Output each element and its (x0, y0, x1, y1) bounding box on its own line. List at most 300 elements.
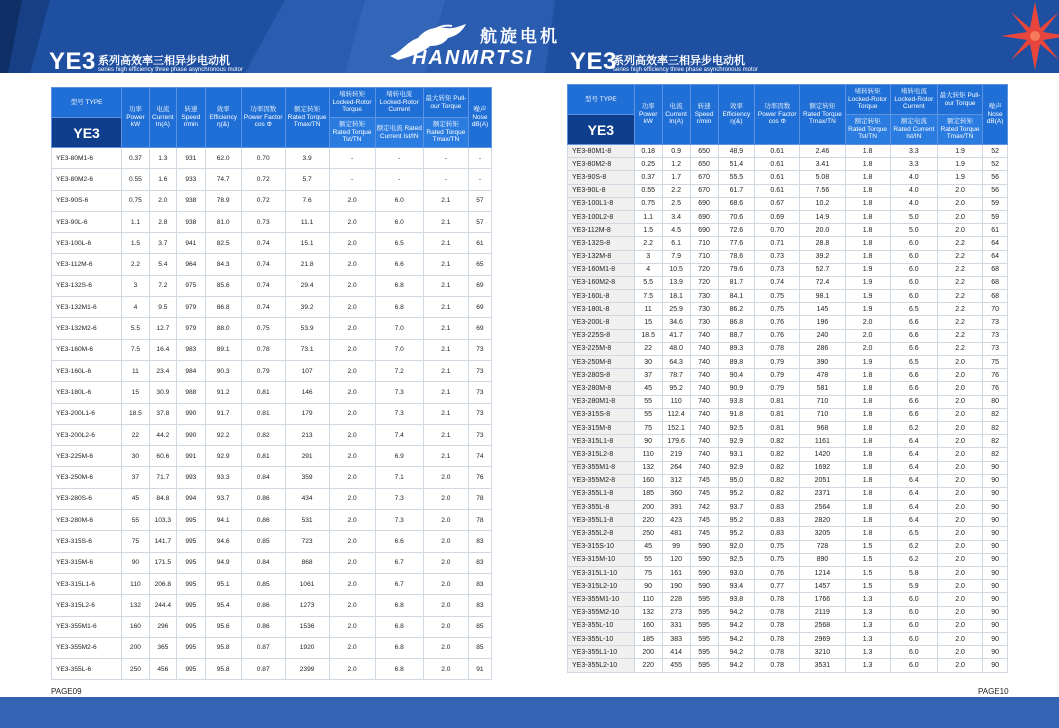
cell-noise: 73 (468, 424, 491, 445)
cell-speed: 745 (690, 514, 718, 527)
cell-rated-torque: 145 (800, 303, 845, 316)
cell-lr-current: 6.5 (890, 527, 937, 540)
table-row (568, 210, 1008, 223)
cell-max-torque: 2.0 (423, 573, 468, 594)
cell-rated-torque: 240 (800, 329, 845, 342)
cell-power-factor: 0.82 (241, 424, 285, 445)
cell-lr-torque: 2.0 (329, 637, 375, 658)
col-efficiency: 效率 Efficiency η(&) (718, 85, 755, 145)
cell-efficiency: 93.7 (718, 501, 755, 514)
cell-lr-current: 6.5 (890, 303, 937, 316)
cell-current: 273 (662, 606, 690, 619)
cell-lr-current: 6.9 (375, 446, 423, 467)
cell-lr-torque: 1.5 (845, 553, 890, 566)
cell-power-factor: 0.83 (755, 527, 800, 540)
cell-lr-current: 6.6 (890, 316, 937, 329)
cell-current: 423 (662, 514, 690, 527)
cell-noise: 90 (983, 527, 1008, 540)
cell-max-torque: 2.0 (423, 531, 468, 552)
cell-lr-current: 6.4 (890, 487, 937, 500)
cell-rated-torque: 3.9 (285, 148, 329, 169)
cell-speed: 590 (690, 580, 718, 593)
cell-speed: 995 (177, 659, 206, 680)
cell-type: YE3-132M2-6 (52, 318, 122, 339)
cell-type: YE3-80M2-8 (568, 158, 635, 171)
cell-power-factor: 0.81 (755, 408, 800, 421)
cell-max-torque: 2.2 (938, 250, 983, 263)
cell-speed: 742 (690, 501, 718, 514)
cell-power-factor: 0.85 (241, 531, 285, 552)
cell-power-factor: 0.75 (755, 303, 800, 316)
cell-max-torque: 2.1 (423, 211, 468, 232)
cell-max-torque: 2.0 (938, 659, 983, 672)
cell-lr-torque: 2.0 (329, 233, 375, 254)
cell-noise: 73 (983, 342, 1008, 355)
cell-lr-torque: 1.8 (845, 382, 890, 395)
cell-noise: 90 (983, 567, 1008, 580)
cell-rated-torque: 1273 (285, 595, 329, 616)
cell-type: YE3-355M2-6 (52, 637, 122, 658)
cell-power-factor: 0.79 (755, 382, 800, 395)
cell-power: 11 (122, 360, 149, 381)
cell-max-torque: 2.0 (938, 461, 983, 474)
cell-lr-torque: 1.8 (845, 501, 890, 514)
table-row (52, 424, 492, 445)
cell-noise: 69 (468, 318, 491, 339)
cell-current: 365 (149, 637, 176, 658)
cell-power-factor: 0.78 (755, 659, 800, 672)
cell-lr-torque: 1.8 (845, 461, 890, 474)
cell-max-torque: 2.0 (938, 553, 983, 566)
col-locked-rotor-torque: 堵转转矩 Locked-Rotor Torque (845, 85, 890, 115)
cell-efficiency: 55.5 (718, 171, 755, 184)
cell-lr-current: 6.6 (890, 382, 937, 395)
cell-type: YE3-132S-8 (568, 237, 635, 250)
cell-power-factor: 0.76 (755, 316, 800, 329)
table-row (568, 474, 1008, 487)
cell-noise: 57 (468, 190, 491, 211)
cell-current: 3.7 (149, 233, 176, 254)
cell-lr-current: 6.0 (890, 619, 937, 632)
cell-lr-current: 6.0 (890, 250, 937, 263)
page-number-right: PAGE10 (978, 687, 1009, 696)
cell-current: 7.2 (149, 275, 176, 296)
cell-noise: 70 (983, 303, 1008, 316)
cell-power-factor: 0.76 (755, 567, 800, 580)
cell-power: 15 (634, 316, 662, 329)
cell-current: 12.7 (149, 318, 176, 339)
cell-noise: 90 (983, 514, 1008, 527)
cell-lr-current: 6.7 (375, 573, 423, 594)
cell-type: YE3-315M-8 (568, 421, 635, 434)
table-row (52, 339, 492, 360)
col-current: 电流 Current In(A) (149, 88, 176, 148)
cell-type: YE3-355M2-8 (568, 474, 635, 487)
cell-lr-torque: 1.8 (845, 250, 890, 263)
cell-max-torque: 2.0 (938, 435, 983, 448)
cell-lr-torque: 1.8 (845, 474, 890, 487)
cell-noise: - (468, 148, 491, 169)
cell-type: YE3-112M-6 (52, 254, 122, 275)
table-row (568, 250, 1008, 263)
cell-rated-torque: 7.56 (800, 184, 845, 197)
cell-lr-torque: 1.8 (845, 408, 890, 421)
cell-type: YE3-80M1-6 (52, 148, 122, 169)
cell-speed: 650 (690, 158, 718, 171)
cell-lr-current: 7.0 (375, 318, 423, 339)
cell-efficiency: 95.1 (205, 573, 241, 594)
cell-rated-torque: 5.08 (800, 171, 845, 184)
cell-power-factor: 0.75 (241, 318, 285, 339)
cell-current: 244.4 (149, 595, 176, 616)
cell-lr-torque: - (329, 169, 375, 190)
cell-efficiency: 95.2 (718, 514, 755, 527)
cell-power-factor: 0.76 (755, 329, 800, 342)
cell-lr-current: 7.1 (375, 467, 423, 488)
cell-noise: 83 (468, 552, 491, 573)
col-speed: 转速 Speed r/min (690, 85, 718, 145)
cell-lr-torque: 1.8 (845, 448, 890, 461)
cell-noise: 90 (983, 619, 1008, 632)
table-row (52, 403, 492, 424)
cell-power-factor: 0.61 (755, 158, 800, 171)
cell-lr-current: 6.0 (890, 593, 937, 606)
cell-efficiency: 81.0 (205, 211, 241, 232)
cell-power-factor: 0.70 (241, 148, 285, 169)
cell-max-torque: 2.0 (938, 369, 983, 382)
cell-speed: 740 (690, 408, 718, 421)
cell-max-torque: 2.1 (423, 318, 468, 339)
cell-speed: 590 (690, 540, 718, 553)
cell-type: YE3-250M-8 (568, 356, 635, 369)
cell-current: 84.8 (149, 488, 176, 509)
cell-speed: 595 (690, 646, 718, 659)
cell-power-factor: 0.69 (755, 210, 800, 223)
cell-lr-current: 7.3 (375, 510, 423, 531)
cell-lr-current: 5.8 (890, 567, 937, 580)
cell-rated-torque: 2564 (800, 501, 845, 514)
cell-rated-torque: 14.9 (800, 210, 845, 223)
table-row (52, 275, 492, 296)
cell-noise: 57 (468, 211, 491, 232)
cell-lr-current: 6.4 (890, 435, 937, 448)
cell-power-factor: 0.81 (241, 382, 285, 403)
cell-lr-torque: 2.0 (329, 190, 375, 211)
cell-type: YE3-280M-8 (568, 382, 635, 395)
col-noise: 噪声 Nose dB(A) (468, 88, 491, 148)
cell-lr-torque: 2.0 (329, 360, 375, 381)
cell-power-factor: 0.81 (755, 421, 800, 434)
right-title-cn: 系列高效率三相异步电动机 (613, 55, 745, 67)
cell-speed: 740 (690, 342, 718, 355)
cell-noise: 64 (983, 250, 1008, 263)
table-row (568, 224, 1008, 237)
brand-name-en: HANMRTSI (412, 47, 534, 69)
cell-efficiency: 78.9 (205, 190, 241, 211)
cell-current: 2.2 (662, 184, 690, 197)
cell-lr-current: 6.4 (890, 514, 937, 527)
cell-max-torque: 2.1 (423, 233, 468, 254)
cell-lr-torque: 1.3 (845, 593, 890, 606)
cell-max-torque: 2.0 (423, 595, 468, 616)
cell-type: YE3-160M2-8 (568, 276, 635, 289)
cell-efficiency: 86.2 (718, 303, 755, 316)
cell-speed: 941 (177, 233, 206, 254)
cell-current: 331 (662, 619, 690, 632)
cell-lr-current: 6.2 (890, 553, 937, 566)
table-row (52, 595, 492, 616)
cell-lr-current: 6.4 (890, 448, 937, 461)
cell-lr-current: 6.0 (890, 646, 937, 659)
cell-type: YE3-315S-10 (568, 540, 635, 553)
table-row (568, 540, 1008, 553)
cell-lr-current: 6.0 (890, 276, 937, 289)
cell-power-factor: 0.77 (755, 580, 800, 593)
table-row (568, 263, 1008, 276)
cell-rated-torque: 3.41 (800, 158, 845, 171)
cell-power-factor: 0.79 (755, 356, 800, 369)
cell-rated-torque: 39.2 (800, 250, 845, 263)
cell-power-factor: 0.74 (241, 275, 285, 296)
cell-lr-current: 6.0 (890, 263, 937, 276)
cell-rated-torque: 868 (285, 552, 329, 573)
cell-efficiency: 94.2 (718, 659, 755, 672)
cell-power: 0.75 (122, 190, 149, 211)
table-row (568, 395, 1008, 408)
cell-power-factor: 0.75 (755, 540, 800, 553)
cell-power: 110 (122, 573, 149, 594)
table-row (568, 448, 1008, 461)
cell-power-factor: 0.86 (241, 488, 285, 509)
cell-noise: 52 (983, 158, 1008, 171)
cell-power: 3 (634, 250, 662, 263)
cell-type: YE3-80M1-8 (568, 145, 635, 158)
cell-current: 2.8 (149, 211, 176, 232)
cell-lr-current: 6.0 (375, 190, 423, 211)
col-type: 型号 TYPE (52, 88, 122, 118)
table-row (568, 461, 1008, 474)
cell-max-torque: 2.0 (938, 540, 983, 553)
cell-noise: 78 (468, 488, 491, 509)
cell-efficiency: 94.9 (205, 552, 241, 573)
col-current: 电流 Current In(A) (662, 85, 690, 145)
cell-max-torque: 2.1 (423, 275, 468, 296)
cell-lr-current: 6.8 (375, 595, 423, 616)
cell-speed: 979 (177, 297, 206, 318)
cell-speed: 595 (690, 606, 718, 619)
cell-current: 206.8 (149, 573, 176, 594)
cell-power-factor: 0.78 (755, 606, 800, 619)
cell-efficiency: 88.0 (205, 318, 241, 339)
cell-current: 312 (662, 474, 690, 487)
cell-current: 71.7 (149, 467, 176, 488)
cell-current: 2.0 (149, 190, 176, 211)
cell-current: 456 (149, 659, 176, 680)
table-row (568, 382, 1008, 395)
cell-rated-torque: 968 (800, 421, 845, 434)
cell-type: YE3-355L2-10 (568, 659, 635, 672)
cell-lr-current: 7.3 (375, 403, 423, 424)
cell-type: YE3-200L1-6 (52, 403, 122, 424)
cell-power: 0.55 (634, 184, 662, 197)
cell-current: 7.9 (662, 250, 690, 263)
cell-power: 3 (122, 275, 149, 296)
cell-lr-torque: 1.8 (845, 369, 890, 382)
cell-max-torque: 2.1 (423, 446, 468, 467)
cell-power-factor: 0.82 (755, 474, 800, 487)
cell-power: 160 (634, 619, 662, 632)
cell-rated-torque: 3531 (800, 659, 845, 672)
cell-lr-torque: - (329, 148, 375, 169)
cell-noise: 74 (468, 446, 491, 467)
right-table-body (568, 145, 1008, 673)
cell-rated-torque: 3210 (800, 646, 845, 659)
col-lr-torque-sub: 额定转矩 Rated Torque Tst/TN (329, 118, 375, 148)
cell-type: YE3-315L2-6 (52, 595, 122, 616)
cell-type: YE3-80M2-6 (52, 169, 122, 190)
cell-speed: 740 (690, 382, 718, 395)
cell-lr-torque: 1.3 (845, 659, 890, 672)
cell-type: YE3-315M-10 (568, 553, 635, 566)
cell-current: 228 (662, 593, 690, 606)
cell-current: 1.3 (149, 148, 176, 169)
cell-max-torque: 2.2 (938, 290, 983, 303)
cell-lr-torque: 1.9 (845, 263, 890, 276)
cell-rated-torque: 21.8 (285, 254, 329, 275)
cell-type: YE3-132S-6 (52, 275, 122, 296)
cell-lr-current: - (375, 148, 423, 169)
cell-noise: 61 (983, 224, 1008, 237)
cell-power: 7.5 (122, 339, 149, 360)
cell-lr-torque: 1.8 (845, 514, 890, 527)
cell-current: 1.6 (149, 169, 176, 190)
cell-efficiency: 77.6 (718, 237, 755, 250)
cell-lr-torque: 1.8 (845, 184, 890, 197)
cell-noise: 90 (983, 606, 1008, 619)
cell-speed: 670 (690, 184, 718, 197)
cell-lr-torque: 1.8 (845, 237, 890, 250)
cell-speed: 745 (690, 527, 718, 540)
cell-power-factor: 0.86 (241, 510, 285, 531)
cell-max-torque: 2.2 (938, 263, 983, 276)
cell-type: YE3-315L2-8 (568, 448, 635, 461)
cell-lr-current: 6.2 (890, 540, 937, 553)
table-row (52, 169, 492, 190)
cell-max-torque: 1.9 (938, 158, 983, 171)
cell-type: YE3-280S-8 (568, 369, 635, 382)
cell-rated-torque: 196 (800, 316, 845, 329)
cell-type: YE3-315M-6 (52, 552, 122, 573)
cell-lr-current: 7.3 (375, 382, 423, 403)
cell-speed: 979 (177, 318, 206, 339)
cell-noise: 90 (983, 553, 1008, 566)
cell-power: 4 (634, 263, 662, 276)
cell-noise: 73 (983, 316, 1008, 329)
cell-power: 30 (122, 446, 149, 467)
cell-speed: 964 (177, 254, 206, 275)
cell-current: 48.0 (662, 342, 690, 355)
cell-noise: - (468, 169, 491, 190)
cell-rated-torque: 890 (800, 553, 845, 566)
table-row (52, 297, 492, 318)
cell-efficiency: 85.6 (205, 275, 241, 296)
cell-power-factor: 0.82 (755, 461, 800, 474)
table-row (568, 356, 1008, 369)
cell-efficiency: 90.9 (718, 382, 755, 395)
cell-noise: 69 (468, 275, 491, 296)
cell-current: 25.9 (662, 303, 690, 316)
cell-power-factor: 0.86 (241, 595, 285, 616)
cell-current: 296 (149, 616, 176, 637)
cell-speed: 995 (177, 552, 206, 573)
cell-lr-current: 3.3 (890, 158, 937, 171)
cell-rated-torque: 710 (800, 408, 845, 421)
cell-rated-torque: 291 (285, 446, 329, 467)
cell-lr-torque: 2.0 (329, 403, 375, 424)
cell-power-factor: 0.74 (241, 254, 285, 275)
cell-power: 4 (122, 297, 149, 318)
cell-rated-torque: 11.1 (285, 211, 329, 232)
cell-current: 103.3 (149, 510, 176, 531)
cell-speed: 740 (690, 369, 718, 382)
col-max-torque: 最大转矩 Pull-our Torque (423, 88, 468, 118)
cell-speed: 745 (690, 487, 718, 500)
cell-noise: 73 (983, 329, 1008, 342)
cell-current: 99 (662, 540, 690, 553)
cell-noise: 56 (983, 171, 1008, 184)
cell-rated-torque: 1457 (800, 580, 845, 593)
cell-lr-current: 5.0 (890, 210, 937, 223)
cell-lr-torque: 1.8 (845, 487, 890, 500)
cell-type: YE3-132M-8 (568, 250, 635, 263)
cell-power: 2.2 (122, 254, 149, 275)
cell-efficiency: 90.3 (205, 360, 241, 381)
cell-efficiency: 84.3 (205, 254, 241, 275)
cell-efficiency: 86.8 (205, 297, 241, 318)
cell-noise: 82 (983, 435, 1008, 448)
cell-efficiency: 93.8 (718, 593, 755, 606)
cell-max-torque: 2.1 (423, 254, 468, 275)
cell-rated-torque: 2969 (800, 632, 845, 645)
cell-power: 132 (122, 595, 149, 616)
cell-power-factor: 0.78 (755, 646, 800, 659)
cell-speed: 975 (177, 275, 206, 296)
table-row (568, 237, 1008, 250)
cell-current: 2.5 (662, 197, 690, 210)
table-row (52, 659, 492, 680)
col-lr-current-sub: 额定电流 Rated Current Ist/IN (375, 118, 423, 148)
cell-lr-current: 5.0 (890, 224, 937, 237)
cell-type: YE3-355M1-6 (52, 616, 122, 637)
cell-current: 41.7 (662, 329, 690, 342)
cell-speed: 590 (690, 567, 718, 580)
cell-speed: 988 (177, 382, 206, 403)
col-locked-rotor-current: 堵转电流 Locked-Rotor Current (375, 88, 423, 118)
cell-efficiency: 88.7 (718, 329, 755, 342)
cell-current: 34.6 (662, 316, 690, 329)
cell-lr-torque: 2.0 (329, 595, 375, 616)
cell-type: YE3-200L-8 (568, 316, 635, 329)
cell-type: YE3-180L-8 (568, 303, 635, 316)
cell-lr-torque: 2.0 (845, 316, 890, 329)
cell-power: 220 (634, 514, 662, 527)
table-row (568, 197, 1008, 210)
table-row (52, 211, 492, 232)
cell-efficiency: 93.8 (718, 395, 755, 408)
cell-max-torque: 2.2 (938, 276, 983, 289)
table-row (52, 360, 492, 381)
cell-max-torque: 2.0 (938, 224, 983, 237)
